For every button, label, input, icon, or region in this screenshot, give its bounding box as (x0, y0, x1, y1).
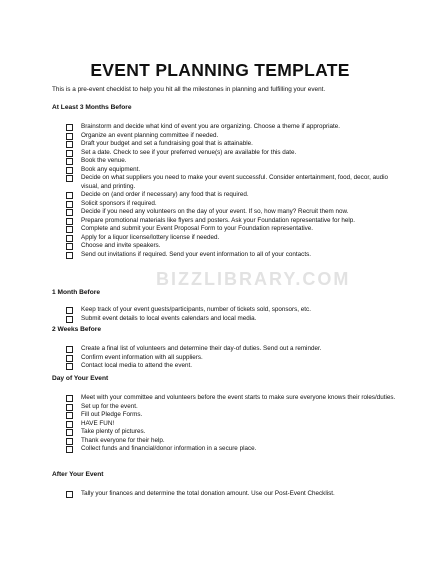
checkbox-icon[interactable] (66, 412, 73, 419)
checklist-item: Solicit sponsors if required. (66, 200, 396, 209)
checkbox-icon[interactable] (66, 201, 73, 208)
checklist-item: Submit event details to local events calendars and local media. (66, 315, 396, 324)
checkbox-icon[interactable] (66, 421, 73, 428)
checkbox-icon[interactable] (66, 235, 73, 242)
checklist-item: Draft your budget and set a fundraising goal that is attainable. (66, 140, 396, 149)
checklist-item: Book the venue. (66, 157, 396, 166)
checklist-item: HAVE FUN! (66, 420, 396, 429)
checklist-item: Complete and submit your Event Proposal Form to your Foundation representative. (66, 225, 396, 234)
checkbox-icon[interactable] (66, 438, 73, 445)
section-heading-after: After Your Event (52, 471, 104, 478)
checkbox-icon[interactable] (66, 175, 73, 182)
checkbox-icon[interactable] (66, 150, 73, 157)
checkbox-icon[interactable] (66, 404, 73, 411)
checklist-item: Keep track of your event guests/participants, number of tickets sold, sponsors, etc. (66, 306, 396, 315)
checkbox-icon[interactable] (66, 316, 73, 323)
checkbox-icon[interactable] (66, 355, 73, 362)
checklist-item: Meet with your committee and volunteers before the event starts to make sure everyone knows their roles/duties. (66, 394, 396, 403)
checklist-item: Take plenty of pictures. (66, 428, 396, 437)
checklist-item: Thank everyone for their help. (66, 437, 396, 446)
checklist-item: Brainstorm and decide what kind of event you are organizing. Choose a theme if appropriate. (66, 123, 396, 132)
checklist-after (66, 490, 396, 499)
checklist-2-weeks (66, 345, 396, 371)
checklist-item: Set a date. Check to see if your preferred venue(s) are available for this date. (66, 149, 396, 158)
section-heading-3-months: At Least 3 Months Before (52, 104, 132, 111)
checkbox-icon[interactable] (66, 446, 73, 453)
checkbox-icon[interactable] (66, 429, 73, 436)
checklist-item: Prepare promotional materials like flyers and posters. Ask your Foundation representative for help. (66, 217, 396, 226)
checklist-item: Tally your finances and determine the total donation amount. Use our Post-Event Checklist. (66, 490, 396, 499)
checkbox-icon[interactable] (66, 209, 73, 216)
checkbox-icon[interactable] (66, 346, 73, 353)
checklist-item: Decide if you need any volunteers on the day of your event. If so, how many? Recruit them now. (66, 208, 396, 217)
checkbox-icon[interactable] (66, 491, 73, 498)
checkbox-icon[interactable] (66, 252, 73, 259)
checkbox-icon[interactable] (66, 167, 73, 174)
checklist-item: Apply for a liquor license/lottery license if needed. (66, 234, 396, 243)
watermark-logo: BIZZLIBRARY.COM (156, 269, 351, 289)
checklist-item: Fill out Pledge Forms. (66, 411, 396, 420)
checkbox-icon[interactable] (66, 307, 73, 314)
checklist-item: Decide on what suppliers you need to make your event successful. Consider entertainment, food, decor, audio visual, and printing. (66, 174, 396, 191)
checklist-3-months (66, 123, 396, 259)
checklist-item: Choose and invite speakers. (66, 242, 396, 251)
checkbox-icon[interactable] (66, 158, 73, 165)
checklist-item: Set up for the event. (66, 403, 396, 412)
checklist-item: Decide on (and order if necessary) any food that is required. (66, 191, 396, 200)
checklist-item: Send out invitations if required. Send your event information to all of your contacts. (66, 251, 396, 260)
checklist-item: Create a final list of volunteers and determine their day-of duties. Send out a reminder. (66, 345, 396, 354)
checkbox-icon[interactable] (66, 226, 73, 233)
checkbox-icon[interactable] (66, 124, 73, 131)
checklist-item: Organize an event planning committee if needed. (66, 132, 396, 141)
checkbox-icon[interactable] (66, 192, 73, 199)
intro-text: This is a pre-event checklist to help you hit all the milestones in planning and fulfilling your event. (52, 86, 326, 93)
checkbox-icon[interactable] (66, 395, 73, 402)
checklist-1-month (66, 306, 396, 323)
checklist-day-of (66, 394, 396, 454)
checklist-item: Confirm event information with all suppliers. (66, 354, 396, 363)
checkbox-icon[interactable] (66, 243, 73, 250)
checkbox-icon[interactable] (66, 363, 73, 370)
checkbox-icon[interactable] (66, 218, 73, 225)
checkbox-icon[interactable] (66, 141, 73, 148)
checklist-item: Collect funds and financial/donor information in a secure place. (66, 445, 396, 454)
checklist-item: Book any equipment. (66, 166, 396, 175)
section-heading-day-of: Day of Your Event (52, 375, 109, 382)
document-title: EVENT PLANNING TEMPLATE (90, 60, 350, 80)
section-heading-2-weeks: 2 Weeks Before (52, 326, 101, 333)
checkbox-icon[interactable] (66, 133, 73, 140)
section-heading-1-month: 1 Month Before (52, 289, 100, 296)
checklist-item: Contact local media to attend the event. (66, 362, 396, 371)
